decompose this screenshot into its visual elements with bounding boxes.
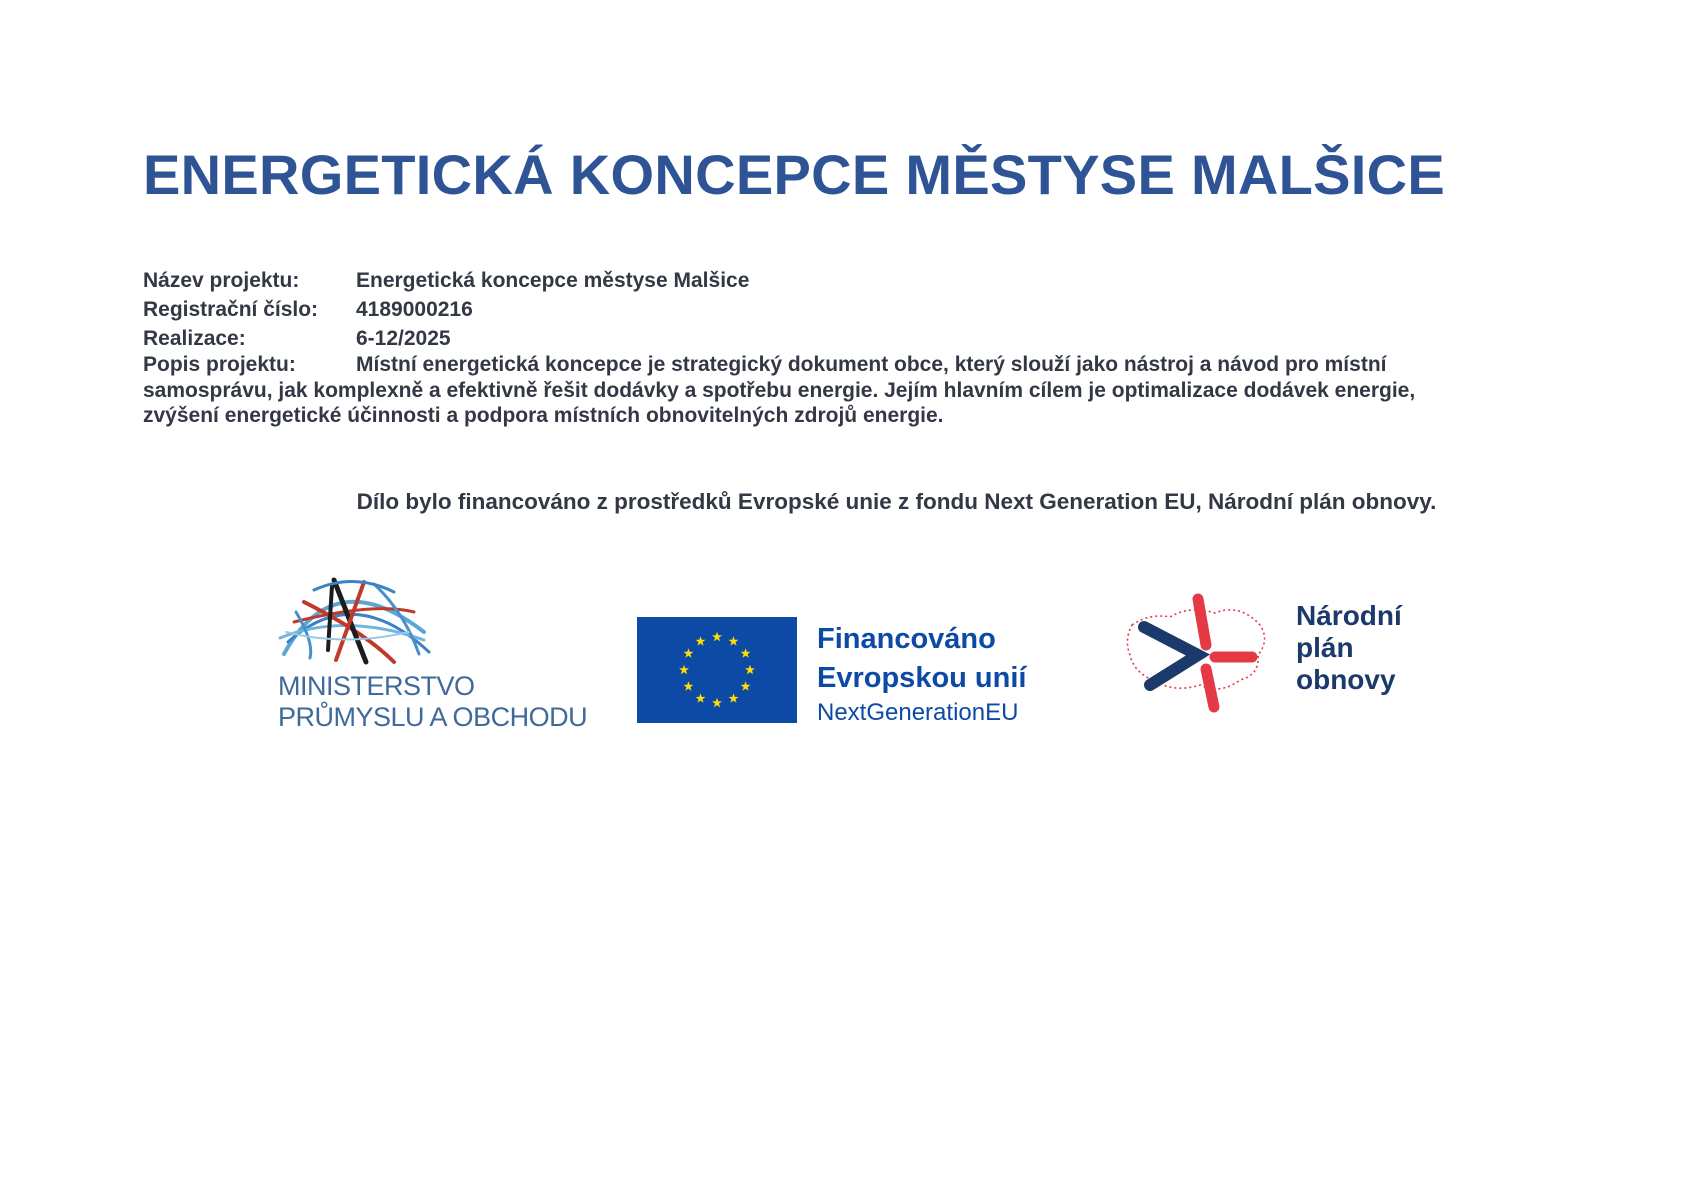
page-title: ENERGETICKÁ KONCEPCE MĚSTYSE MALŠICE — [143, 143, 1446, 206]
npo-logo — [1120, 585, 1420, 715]
description-line — [143, 352, 1523, 378]
info-row-registration-number — [143, 295, 1543, 324]
eu-logo-line3: NextGenerationEU — [817, 699, 1019, 725]
project-info — [143, 266, 1543, 353]
info-label: Realizace: — [143, 327, 246, 350]
info-label: Registrační číslo: — [143, 298, 319, 321]
info-row-realization — [143, 324, 1543, 353]
info-value: 4189000216 — [356, 298, 473, 321]
description-line: zvýšení energetické účinnosti a podpora místních obnovitelných zdrojů energie. — [143, 404, 944, 427]
mpo-logo-line1: MINISTERSTVO — [278, 671, 475, 701]
description-text: Místní energetická koncepce je strategický dokument obce, který slouží jako nástroj a návod pro místní — [356, 353, 1387, 376]
funding-note: Dílo bylo financováno z prostředků Evropské unie z fondu Next Generation EU, Národní plán obnovy. — [356, 489, 1437, 514]
info-value: 6-12/2025 — [356, 327, 451, 350]
eu-logo-line1: Financováno — [817, 623, 996, 655]
info-row-project-name — [143, 266, 1543, 295]
mpo-logo-line2: PRŮMYSLU A OBCHODU — [278, 702, 588, 732]
npo-star-icon — [1144, 599, 1252, 707]
npo-logo-line2: plán — [1296, 632, 1354, 663]
description-label: Popis projektu: — [143, 353, 296, 376]
info-value: Energetická koncepce městyse Malšice — [356, 269, 750, 292]
globe-icon — [280, 580, 429, 662]
info-label: Název projektu: — [143, 269, 300, 292]
project-description — [143, 352, 1523, 429]
description-line: samosprávu, jak komplexně a efektivně řešit dodávky a spotřebu energie. Jejím hlavním cílem je optimalizace dodávek energie, — [143, 378, 1416, 402]
mpo-logo — [274, 572, 604, 732]
eu-logo — [637, 605, 1057, 725]
npo-logo-line1: Národní — [1296, 600, 1402, 631]
npo-logo-line3: obnovy — [1296, 664, 1396, 695]
eu-logo-line2: Evropskou unií — [817, 662, 1027, 694]
